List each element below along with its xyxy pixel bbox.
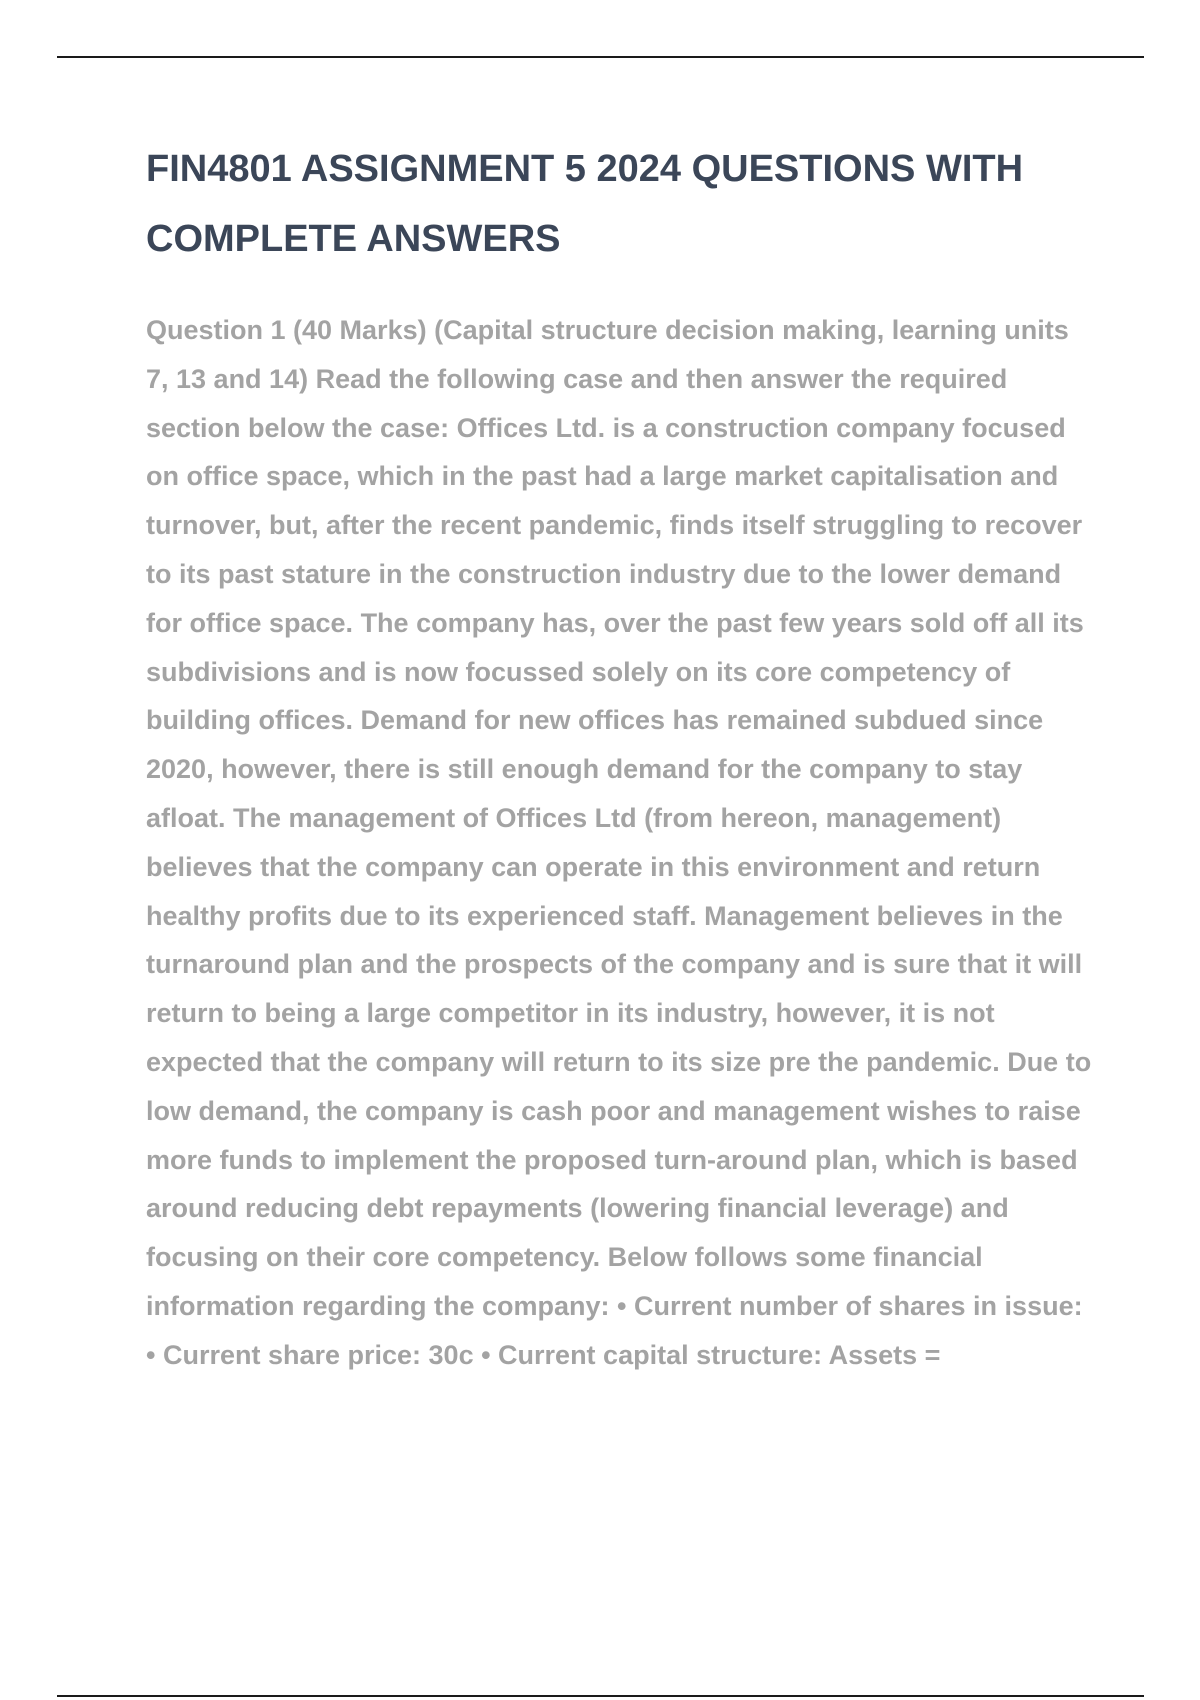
document-title: FIN4801 ASSIGNMENT 5 2024 QUESTIONS WITH COMPLETE ANSWERS — [146, 148, 1024, 260]
document-body-text: Question 1 (40 Marks) (Capital structure decision making, learning units 7, 13 and 14) Read the following case and then answer the required section below the case: Offices Ltd. is a construction company focused on office space, which in the past had a large market capitalisation and turnover, but, after the recent pandemic, finds itself struggling to recover to its past stature in the construction industry due to the lower demand for office space. The company has, over the past few years sold off all its subdivisions and is now focussed solely on its core competency of building offices. Demand for new offices has remained subdued since 2020, however, there is still enough demand for the company to stay afloat. The management of Offices Ltd (from hereon, management) believes that the company can operate in this environment and return healthy profits due to its experienced staff. Management believes in the turnaround plan and the prospects of the company and is sure that it will return to being a large competitor in its industry, however, it is not expected that the company will return to its size pre the pandemic. Due to low demand, the company is cash poor and management wishes to raise more funds to implement the proposed turn-around plan, which is based around reducing debt repayments (lowering financial leverage) and focusing on their core competency. Below follows some financial information regarding the company: • Current number of shares in issue: • Current share price: 30c • Current capital structure: Assets = — [146, 315, 1092, 1370]
document-page-content — [146, 134, 1096, 1380]
top-divider — [57, 56, 1144, 58]
bottom-divider — [57, 1695, 1144, 1697]
